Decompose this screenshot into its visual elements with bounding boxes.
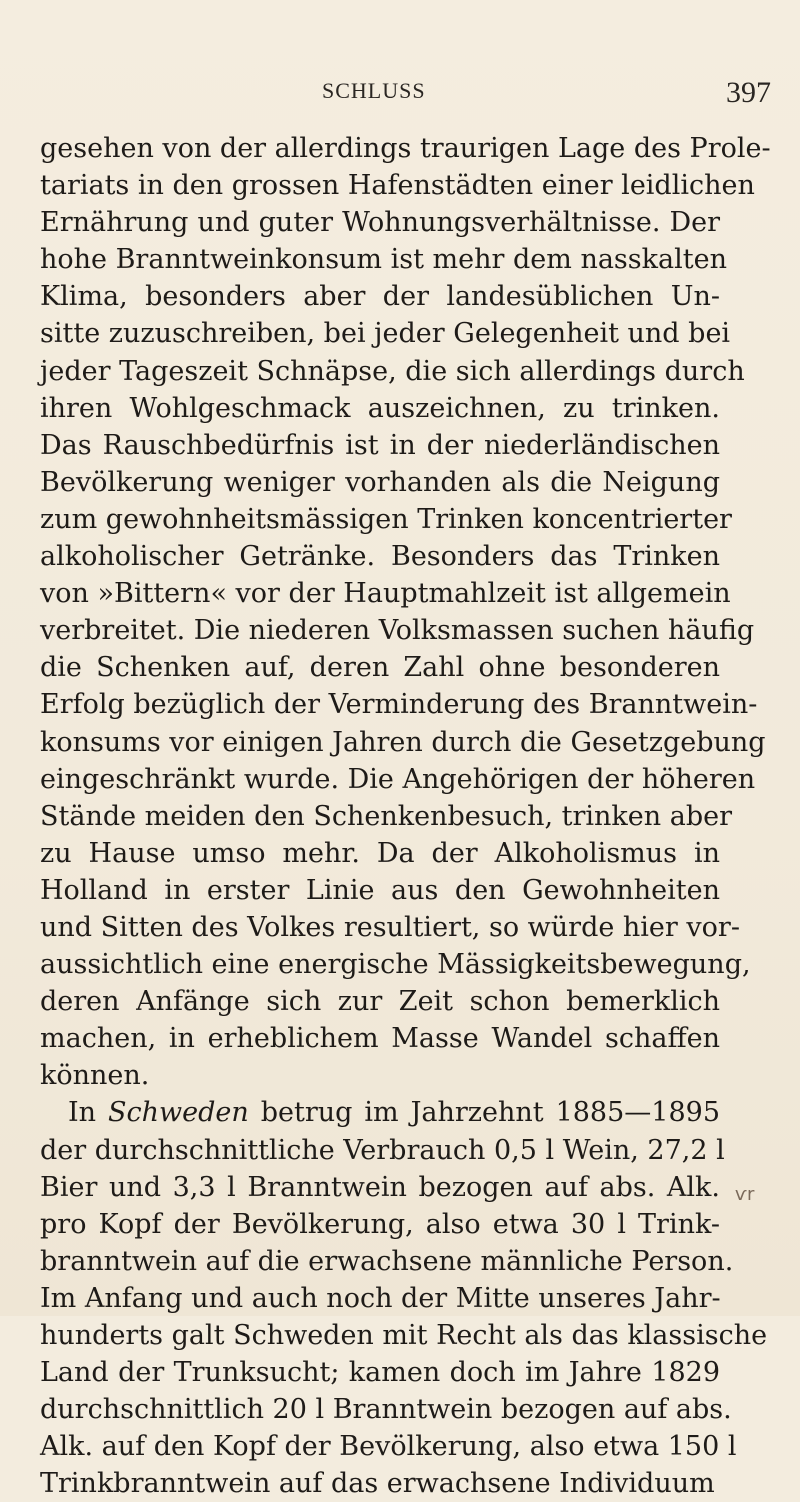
text-line: hohe Branntweinkonsum ist mehr dem nasskalten <box>40 244 727 276</box>
text-line: aussichtlich eine energische Mässigkeitsbewegung, <box>40 949 751 981</box>
text-line: sitte zuzuschreiben, bei jeder Gelegenheit und bei <box>40 318 731 350</box>
text-line: branntwein auf die erwachsene männliche Person. <box>40 1245 734 1277</box>
text-line: Ernährung und guter Wohnungsverhältnisse. Der <box>40 207 720 239</box>
emphasis-country: Schweden <box>108 1097 249 1129</box>
margin-pencil-mark: ѵr <box>735 1184 755 1205</box>
text-line: ihren Wohlgeschmack auszeichnen, zu trinken. <box>40 392 720 424</box>
text-line: konsums vor einigen Jahren durch die Gesetzgebung <box>40 726 766 758</box>
text-line: Stände meiden den Schenkenbesuch, trinken aber <box>40 800 733 832</box>
text-line: eingeschränkt wurde. Die Angehörigen der höheren <box>40 763 756 795</box>
text-line: durchschnittlich 20 l Branntwein bezogen auf abs. <box>40 1394 732 1426</box>
text-line: Erfolg bezüglich der Verminderung des Branntwein- <box>40 689 758 721</box>
text-line: gesehen von der allerdings traurigen Lage des Prole- <box>40 133 771 164</box>
text-line: und Sitten des Volkes resultiert, so würde hier vor- <box>40 911 740 943</box>
page-number: 397 <box>726 76 771 109</box>
text-line: Bevölkerung weniger vorhanden als die Neigung <box>40 466 720 498</box>
paragraph-start-line <box>40 1094 720 1131</box>
text-line: zum gewohnheitsmässigen Trinken koncentrierter <box>40 503 732 535</box>
text-line: jeder Tageszeit Schnäpse, die sich allerdings durch <box>40 355 745 387</box>
text-line: Trinkbranntwein auf das erwachsene Individuum <box>40 1468 715 1500</box>
running-head: SCHLUSS <box>322 78 426 103</box>
text-line: deren Anfänge sich zur Zeit schon bemerklich <box>40 986 720 1018</box>
text-line: Bier und 3,3 l Branntwein bezogen auf abs. Alk. <box>40 1171 720 1203</box>
text-line: Klima, besonders aber der landesüblichen Un- <box>40 281 720 313</box>
text-line: Alk. auf den Kopf der Bevölkerung, also etwa 150 l <box>40 1431 737 1463</box>
text-line: Im Anfang und auch noch der Mitte unseres Jahr- <box>40 1282 721 1314</box>
text-line: alkoholischer Getränke. Besonders das Trinken <box>40 541 720 573</box>
text-line: der durchschnittliche Verbrauch 0,5 l Wein, 27,2 l <box>40 1134 725 1166</box>
para-rest: betrug im Jahrzehnt 1885—1895 <box>248 1097 720 1129</box>
para-lead: In <box>68 1097 109 1129</box>
text-line: zu Hause umso mehr. Da der Alkoholismus in <box>40 837 720 869</box>
text-line: Land der Trunksucht; kamen doch im Jahre 1829 <box>40 1357 720 1389</box>
text-line: pro Kopf der Bevölkerung, also etwa 30 l Trink- <box>40 1208 720 1240</box>
text-line: Holland in erster Linie aus den Gewohnheiten <box>40 874 720 906</box>
page-header <box>0 78 800 118</box>
text-line: hunderts galt Schweden mit Recht als das klassische <box>40 1320 768 1351</box>
text-line: die Schenken auf, deren Zahl ohne besonderen <box>40 652 720 684</box>
text-line: von »Bittern« vor der Hauptmahlzeit ist allgemein <box>40 578 731 610</box>
text-line-paragraph-end: können. <box>40 1060 150 1092</box>
text-line: Das Rauschbedürfnis ist in der niederländischen <box>40 429 720 461</box>
text-line: verbreitet. Die niederen Volksmassen suchen häufig <box>40 615 755 647</box>
text-line: machen, in erheblichem Masse Wandel schaffen <box>40 1023 720 1055</box>
text-line: tariats in den grossen Hafenstädten einer leidlichen <box>40 170 755 202</box>
